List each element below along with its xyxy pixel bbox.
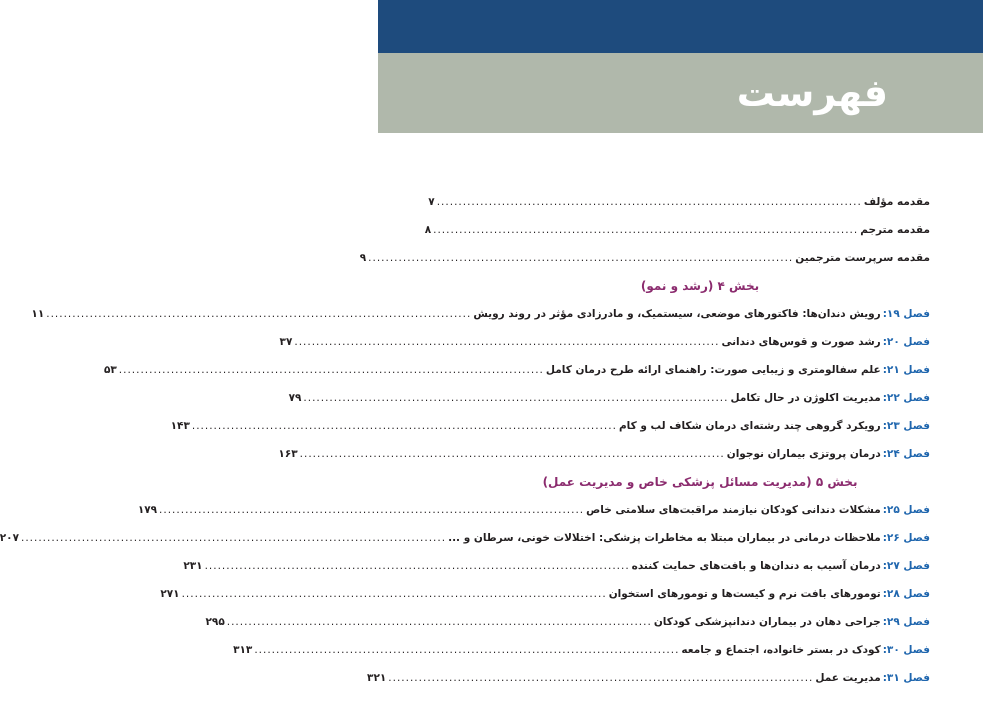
title-band bbox=[378, 53, 983, 133]
toc-chapter-20[interactable] bbox=[279, 328, 930, 356]
toc-chapter-23[interactable] bbox=[170, 412, 930, 440]
toc-page-number: ۱۷۹ bbox=[137, 504, 158, 516]
toc-chapter-19[interactable] bbox=[31, 300, 930, 328]
toc-leader: .................................................................................................. bbox=[254, 644, 680, 656]
toc-entry-title: علم سفالومتری و زیبایی صورت: راهنمای ارائه طرح درمان کامل bbox=[545, 364, 881, 376]
toc-chapter-27[interactable] bbox=[183, 552, 930, 580]
toc-leader: .................................................................................................. bbox=[388, 672, 814, 684]
toc-leader: .................................................................................................. bbox=[433, 224, 859, 236]
toc-chapter-21[interactable] bbox=[103, 356, 930, 384]
toc-intro-author[interactable] bbox=[428, 188, 930, 216]
chapter-label: فصل ۲۷: bbox=[882, 560, 930, 572]
toc-entry-title: مقدمه مؤلف bbox=[863, 196, 930, 208]
page-title: فهرست bbox=[736, 71, 888, 115]
section-heading-part5: بخش ۵ (مدیریت مسائل پزشکی خاص و مدیریت عمل) bbox=[542, 475, 858, 489]
toc-page-number: ۵۳ bbox=[103, 364, 117, 376]
toc-page-number: ۱۴۳ bbox=[170, 420, 190, 432]
toc-entry-title: مقدمه سرپرست مترجمین bbox=[795, 252, 930, 264]
toc-page-number: ۲۰۷ bbox=[0, 532, 19, 544]
toc-entry-title: مقدمه مترجم bbox=[860, 224, 930, 236]
chapter-label: فصل ۲۵: bbox=[882, 504, 930, 516]
toc-entry-title: رویش دندان‌ها: فاکتورهای موضعی، سیستمیک، و مادرزادی مؤثر در روند رویش bbox=[473, 308, 881, 320]
toc-page-number: ۸ bbox=[424, 224, 432, 236]
toc-page-number: ۷۹ bbox=[288, 392, 302, 404]
toc-chapter-31[interactable] bbox=[367, 664, 930, 692]
toc-entry-title: جراحی دهان در بیماران دندانپزشکی کودکان bbox=[653, 616, 881, 628]
chapter-label: فصل ۳۱: bbox=[882, 672, 930, 684]
toc-leader: .................................................................................................. bbox=[20, 532, 447, 544]
toc-entry-title: ملاحظات درمانی در بیماران مبتلا به مخاطرات پزشکی: اختلالات خونی، سرطان و ... bbox=[448, 532, 881, 544]
toc-entry-title: درمان پروتزی بیماران نوجوان bbox=[726, 448, 881, 460]
toc-intro-translator[interactable] bbox=[424, 216, 930, 244]
chapter-label: فصل ۲۴: bbox=[882, 448, 930, 460]
toc-leader: .................................................................................................. bbox=[118, 364, 544, 376]
toc-page-number: ۳۲۱ bbox=[367, 672, 387, 684]
toc-leader: .................................................................................................. bbox=[191, 420, 617, 432]
toc-leader: .................................................................................................. bbox=[436, 196, 862, 208]
toc-leader: .................................................................................................. bbox=[46, 308, 472, 320]
toc-chapter-28[interactable] bbox=[160, 580, 930, 608]
chapter-label: فصل ۲۶: bbox=[882, 532, 930, 544]
toc-entry-title: رویکرد گروهی چند رشته‌ای درمان شکاف لب و کام bbox=[618, 420, 881, 432]
toc-chapter-22[interactable] bbox=[288, 384, 930, 412]
chapter-label: فصل ۲۳: bbox=[882, 420, 930, 432]
chapter-label: فصل ۱۹: bbox=[882, 308, 930, 320]
section-heading-part4: بخش ۴ (رشد و نمو) bbox=[640, 279, 760, 293]
toc-page-number: ۱۱ bbox=[31, 308, 45, 320]
toc-entry-title: مدیریت اکلوژن در حال تکامل bbox=[730, 392, 881, 404]
toc-leader: .................................................................................................. bbox=[299, 448, 725, 460]
toc-leader: .................................................................................................. bbox=[181, 588, 607, 600]
toc-leader: .................................................................................................. bbox=[294, 336, 720, 348]
toc-page-number: ۲۹۵ bbox=[205, 616, 225, 628]
toc-page-number: ۷ bbox=[428, 196, 435, 208]
toc-leader: .................................................................................................. bbox=[303, 392, 729, 404]
toc-entry-title: مدیریت عمل bbox=[815, 672, 881, 684]
toc-entry-title: رشد صورت و قوس‌های دندانی bbox=[721, 336, 881, 348]
chapter-label: فصل ۲۱: bbox=[882, 364, 930, 376]
toc-leader: .................................................................................................. bbox=[226, 616, 652, 628]
top-header-band bbox=[378, 0, 983, 53]
toc-page-number: ۲۳۱ bbox=[183, 560, 203, 572]
toc-leader: .................................................................................................. bbox=[159, 504, 585, 516]
toc-page-number: ۳۱۳ bbox=[233, 644, 253, 656]
chapter-label: فصل ۲۹: bbox=[882, 616, 930, 628]
toc-chapter-26[interactable] bbox=[0, 524, 930, 552]
toc-chapter-24[interactable] bbox=[278, 440, 930, 468]
toc-page-number: ۲۷۱ bbox=[160, 588, 180, 600]
toc-page-number: ۳۷ bbox=[279, 336, 293, 348]
toc-entry-title: درمان آسیب به دندان‌ها و بافت‌های حمایت کننده bbox=[631, 560, 881, 572]
toc-entry-title: مشکلات دندانی کودکان نیازمند مراقبت‌های سلامتی خاص bbox=[586, 504, 881, 516]
chapter-label: فصل ۲۲: bbox=[882, 392, 930, 404]
chapter-label: فصل ۳۰: bbox=[882, 644, 930, 656]
toc-chapter-25[interactable] bbox=[137, 496, 930, 524]
toc-chapter-30[interactable] bbox=[233, 636, 930, 664]
toc-chapter-29[interactable] bbox=[205, 608, 930, 636]
chapter-label: فصل ۲۰: bbox=[882, 336, 930, 348]
toc-entry-title: تومورهای بافت نرم و کیست‌ها و تومورهای استخوان bbox=[608, 588, 881, 600]
toc-intro-chief-translator[interactable] bbox=[359, 244, 930, 272]
toc-entry-title: کودک در بستر خانواده، اجتماع و جامعه bbox=[681, 644, 881, 656]
toc-page-number: ۱۶۳ bbox=[278, 448, 298, 460]
toc-page-number: ۹ bbox=[359, 252, 367, 264]
toc-leader: .................................................................................................. bbox=[204, 560, 630, 572]
chapter-label: فصل ۲۸: bbox=[882, 588, 930, 600]
toc-leader: .................................................................................................. bbox=[368, 252, 794, 264]
